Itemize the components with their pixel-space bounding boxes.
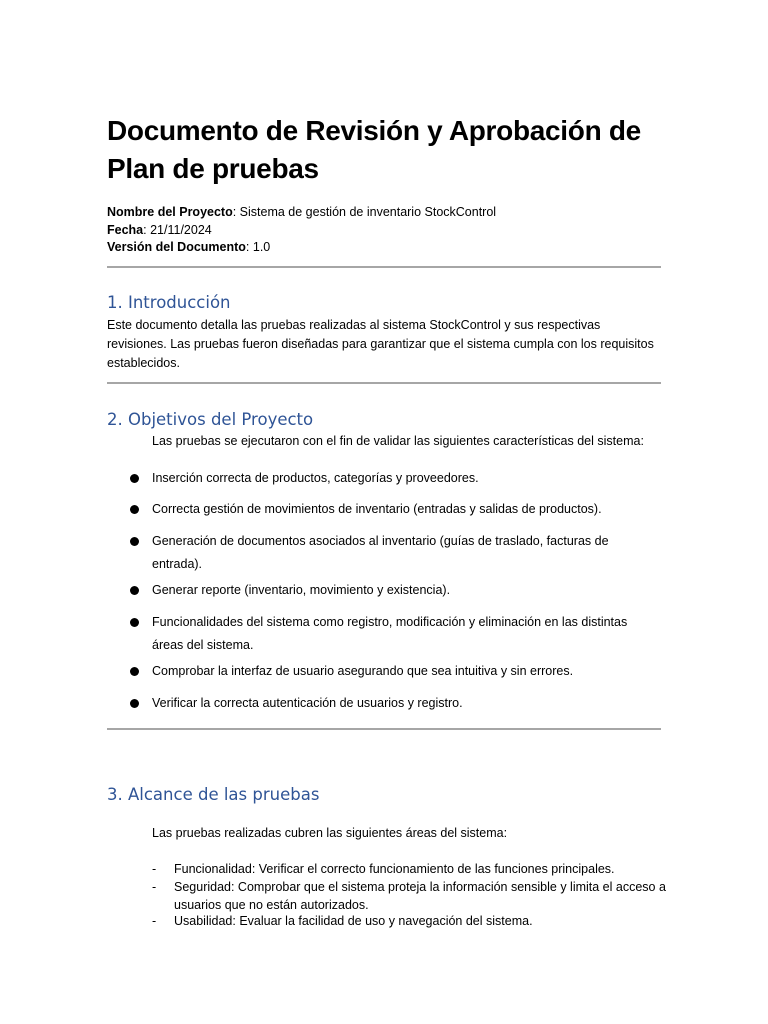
divider <box>107 266 661 268</box>
list-item-text: Usabilidad: Evaluar la facilidad de uso y navegación del sistema. <box>174 914 533 928</box>
list-item-text: Verificar la correcta autenticación de usuarios y registro. <box>152 696 463 710</box>
bullet-icon <box>130 699 139 708</box>
project-name-value: : Sistema de gestión de inventario StockControl <box>232 205 497 219</box>
bullet-icon <box>130 667 139 676</box>
divider <box>107 382 661 384</box>
section-heading-objectives: 2. Objetivos del Proyecto <box>107 410 314 429</box>
list-item-text: Comprobar la interfaz de usuario asegurando que sea intuitiva y sin errores. <box>152 664 574 678</box>
dash-marker: - <box>152 914 157 928</box>
bullet-icon <box>130 474 139 483</box>
version-row <box>107 239 496 257</box>
list-item-text: Generar reporte (inventario, movimiento y existencia). <box>152 583 451 597</box>
project-name-label: Nombre del Proyecto <box>107 205 233 219</box>
bullet-icon <box>130 618 139 627</box>
date-row <box>107 222 496 240</box>
section-heading-scope: 3. Alcance de las pruebas <box>107 785 320 804</box>
objectives-lead: Las pruebas se ejecutaron con el fin de validar las siguientes características del sistema: <box>152 434 644 448</box>
bullet-icon <box>130 586 139 595</box>
list-item-text: Funcionalidades del sistema como registro, modificación y eliminación en las distintas áreas del sistema. <box>152 615 628 652</box>
bullet-icon <box>130 505 139 514</box>
project-name-row <box>107 204 496 222</box>
version-value: : 1.0 <box>245 240 271 254</box>
document-metadata <box>107 204 496 257</box>
document-title: Documento de Revisión y Aprobación de Plan de pruebas <box>107 115 641 184</box>
section-heading-introduction: 1. Introducción <box>107 293 231 312</box>
list-item-text: Correcta gestión de movimientos de inventario (entradas y salidas de productos). <box>152 502 602 516</box>
divider <box>107 728 661 730</box>
date-value: : 21/11/2024 <box>143 222 212 237</box>
date-label: Fecha <box>107 222 144 237</box>
dash-marker: - <box>152 862 157 876</box>
scope-lead: Las pruebas realizadas cubren las siguientes áreas del sistema: <box>152 826 508 840</box>
list-item-text: Funcionalidad: Verificar el correcto funcionamiento de las funciones principales. <box>174 862 615 876</box>
list-item-text: Seguridad: Comprobar que el sistema proteja la información sensible y limita el acceso a usuarios que no están autorizados. <box>174 880 666 912</box>
bullet-icon <box>130 537 139 546</box>
list-item-text: Inserción correcta de productos, categorías y proveedores. <box>152 471 479 485</box>
dash-marker: - <box>152 880 157 894</box>
version-label: Versión del Documento <box>107 240 246 254</box>
introduction-paragraph: Este documento detalla las pruebas realizadas al sistema StockControl y sus respectivas revisiones. Las pruebas fueron diseñadas para garantizar que el sistema cumpla con los requisitos establecidos. <box>107 318 654 370</box>
list-item-text: Generación de documentos asociados al inventario (guías de traslado, facturas de entrada). <box>152 534 609 571</box>
